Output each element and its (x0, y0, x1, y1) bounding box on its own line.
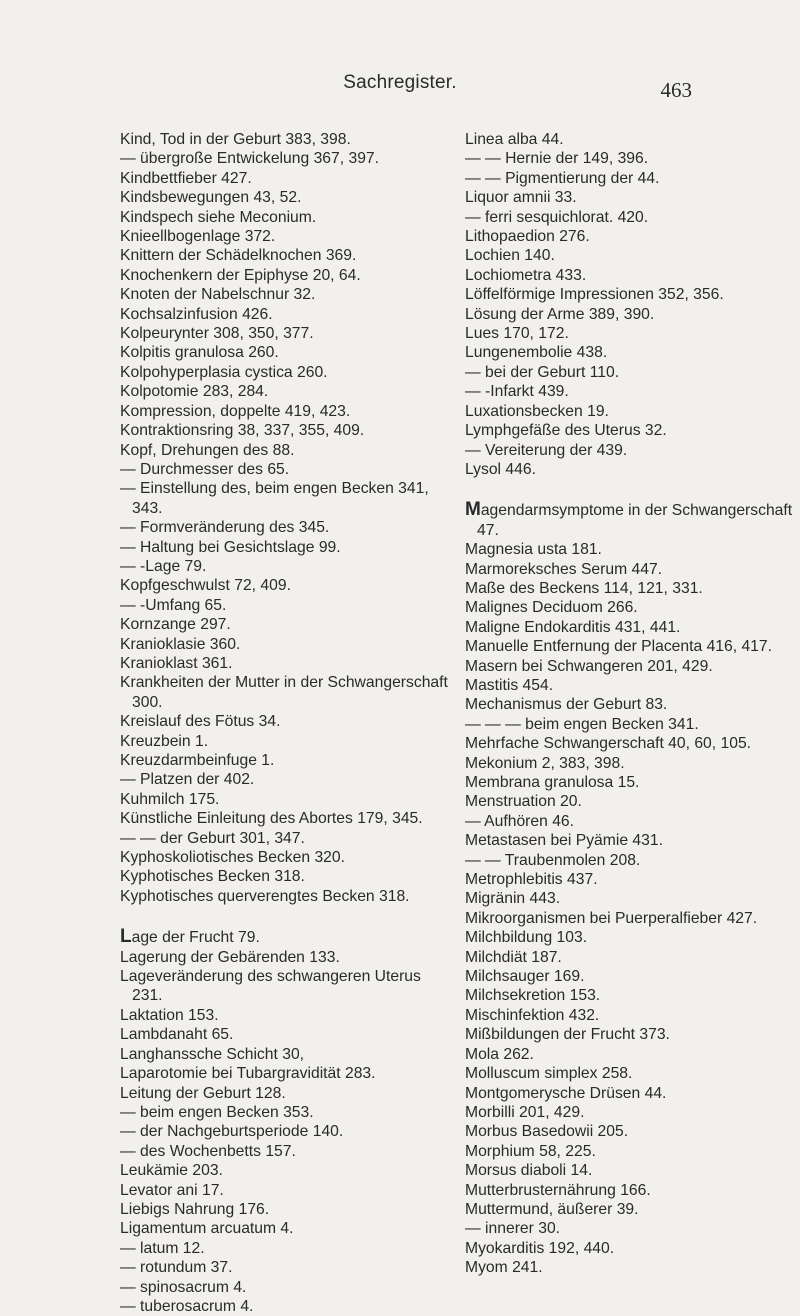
index-entry: Lungenembolie 438. (465, 344, 608, 362)
index-entry: — — Hernie der 149, 396. (465, 150, 649, 168)
index-entry: — übergroße Entwickelung 367, 397. (120, 150, 379, 168)
index-entry: Manuelle Entfernung der Placenta 416, 417. (465, 638, 772, 656)
index-entry: Marmoreksches Serum 447. (465, 560, 663, 578)
index-entry: Krankheiten der Mutter in der Schwangerschaft 300. (120, 674, 448, 711)
index-entry: Masern bei Schwangeren 201, 429. (465, 657, 713, 675)
index-column-right (465, 130, 795, 1278)
index-entry: Montgomerysche Drüsen 44. (465, 1084, 667, 1102)
index-entry: Luxationsbecken 19. (465, 402, 609, 420)
index-entry: Leitung der Geburt 128. (120, 1084, 286, 1102)
index-entry: Morsus diaboli 14. (465, 1162, 593, 1180)
index-entry: Kolpitis granulosa 260. (120, 344, 279, 362)
index-entry: Langhanssche Schicht 30, (120, 1045, 305, 1063)
page-header (0, 72, 800, 102)
index-entry: — bei der Geburt 110. (465, 363, 620, 381)
index-entry: — ferri sesquichlorat. 420. (465, 208, 649, 226)
index-entry: Lithopaedion 276. (465, 228, 590, 246)
index-entry: Lymphgefäße des Uterus 32. (465, 422, 667, 440)
index-entry: Mehrfache Schwangerschaft 40, 60, 105. (465, 735, 752, 753)
index-entry: — spinosacrum 4. (120, 1278, 247, 1296)
index-entry: Kreuzdarmbeinfuge 1. (120, 752, 275, 769)
index-entry: — beim engen Becken 353. (120, 1103, 314, 1121)
index-entry: Liebigs Nahrung 176. (120, 1200, 270, 1218)
index-entry: — — — beim engen Becken 341. (465, 715, 699, 733)
index-entry: Mischinfektion 432. (465, 1006, 600, 1024)
index-entry: Kochsalzinfusion 426. (120, 305, 273, 323)
index-entry: Lagerung der Gebärenden 133. (120, 948, 340, 966)
index-entry: Kyphotisches Becken 318. (120, 868, 305, 886)
index-entry: — — Pigmentierung der 44. (465, 169, 660, 187)
index-entry: — latum 12. (120, 1239, 205, 1257)
index-entry: Knieellbogenlage 372. (120, 228, 276, 246)
index-entry: — Einstellung des, beim engen Becken 341, 343. (120, 480, 429, 517)
running-title: Sachregister. (343, 72, 457, 93)
page-number: 463 (660, 78, 692, 102)
index-entry: Lochiometra 433. (465, 266, 587, 284)
index-entry: — des Wochenbetts 157. (120, 1142, 296, 1160)
index-entry: Laparotomie bei Tubargravidität 283. (120, 1065, 376, 1083)
index-entry: — -Umfang 65. (120, 596, 227, 614)
index-entry: Maligne Endokarditis 431, 441. (465, 618, 681, 636)
index-entry: — Durchmesser des 65. (120, 460, 290, 478)
index-column-left (120, 130, 450, 1316)
index-entry: Morphium 58, 225. (465, 1142, 596, 1160)
index-entry: Mutterbrusternährung 166. (465, 1181, 651, 1199)
index-entry: Knittern der Schädelknochen 369. (120, 247, 357, 265)
index-entry: Liquor amnii 33. (465, 189, 577, 207)
index-entry: Mastitis 454. (465, 676, 554, 694)
index-entry: — rotundum 37. (120, 1259, 233, 1277)
index-entry: Lageveränderung des schwangeren Uterus 231. (120, 968, 421, 1005)
index-entry: — -Infarkt 439. (465, 383, 569, 401)
index-entry: Myokarditis 192, 440. (465, 1239, 615, 1257)
index-entry: Lösung der Arme 389, 390. (465, 305, 655, 323)
index-entry: Milchbildung 103. (465, 929, 588, 947)
index-entry: Kranioklasie 360. (120, 635, 241, 653)
index-entry: Kind, Tod in der Geburt 383, 398. (120, 131, 351, 148)
index-entry: — tuberosacrum 4. (120, 1297, 254, 1315)
index-entry: Kranioklast 361. (120, 654, 233, 672)
index-entry: — Aufhören 46. (465, 812, 575, 830)
index-entry: Membrana granulosa 15. (465, 774, 640, 791)
index-entry: Kompression, doppelte 419, 423. (120, 402, 351, 420)
index-entry: Mißbildungen der Frucht 373. (465, 1026, 670, 1044)
index-entry: — -Lage 79. (120, 557, 207, 575)
index-entry: Muttermund, äußerer 39. (465, 1200, 639, 1218)
index-entry: Kopfgeschwulst 72, 409. (120, 577, 291, 595)
index-entry: Knoten der Nabelschnur 32. (120, 286, 316, 304)
index-entry: — Haltung bei Gesichtslage 99. (120, 538, 341, 556)
index-entry: Lochien 140. (465, 247, 555, 265)
index-entry: Künstliche Einleitung des Abortes 179, 345. (120, 810, 423, 828)
index-entry: Milchsauger 169. (465, 968, 585, 986)
index-entry: — Platzen der 402. (120, 771, 255, 789)
index-entry: Menstruation 20. (465, 793, 582, 811)
index-entry: Kolpohyperplasia cystica 260. (120, 363, 328, 381)
index-entry: Malignes Deciduom 266. (465, 599, 638, 617)
index-entry: Laktation 153. (120, 1006, 219, 1024)
index-entry: Magnesia usta 181. (465, 541, 602, 559)
index-entry: — innerer 30. (465, 1220, 561, 1238)
index-entry: Kopf, Drehungen des 88. (120, 441, 295, 459)
index-entry: Maße des Beckens 114, 121, 331. (465, 579, 703, 597)
index-entry: Molluscum simplex 258. (465, 1065, 633, 1083)
index-entry: Milchdiät 187. (465, 948, 562, 966)
index-entry: Leukämie 203. (120, 1162, 223, 1180)
index-entry: Kindsbewegungen 43, 52. (120, 189, 302, 207)
index-entry: Knochenkern der Epiphyse 20, 64. (120, 266, 361, 284)
index-entry: Lues 170, 172. (465, 325, 569, 343)
index-entry: Kolpotomie 283, 284. (120, 383, 269, 401)
index-entry: Lambdanaht 65. (120, 1026, 234, 1044)
index-entry: Kyphoskoliotisches Becken 320. (120, 849, 345, 867)
index-entry: Morbus Basedowii 205. (465, 1123, 629, 1141)
index-entry: Myom 241. (465, 1259, 543, 1277)
index-entry: — der Nachgeburtsperiode 140. (120, 1123, 344, 1141)
index-entry: Löffelförmige Impressionen 352, 356. (465, 286, 724, 304)
index-entry: — — Traubenmolen 208. (465, 851, 641, 869)
index-entry: Milchsekretion 153. (465, 987, 601, 1005)
index-entry: — Vereiterung der 439. (465, 441, 628, 459)
index-entry: — — der Geburt 301, 347. (120, 829, 305, 847)
index-entry: Mola 262. (465, 1045, 534, 1063)
index-entry: Mechanismus der Geburt 83. (465, 696, 668, 714)
index-entry: Magendarmsymptome in der Schwangerschaft 47. (465, 499, 793, 539)
index-entry: Kornzange 297. (120, 616, 231, 634)
index-entry: Mekonium 2, 383, 398. (465, 754, 625, 772)
index-entry: Mikroorganismen bei Puerperalfieber 427. (465, 909, 758, 927)
index-entry: Lage der Frucht 79. (120, 926, 260, 948)
index-entry: Lysol 446. (465, 460, 536, 478)
index-entry: Ligamentum arcuatum 4. (120, 1220, 294, 1238)
index-entry: Metrophlebitis 437. (465, 871, 598, 889)
index-entry: Migränin 443. (465, 890, 561, 908)
index-entry: — Formveränderung des 345. (120, 519, 330, 537)
index-entry: Kuhmilch 175. (120, 790, 220, 808)
index-entry: Kolpeurynter 308, 350, 377. (120, 325, 314, 343)
index-entry: Linea alba 44. (465, 131, 564, 148)
index-entry: Morbilli 201, 429. (465, 1103, 585, 1121)
index-entry: Kindspech siehe Meconium. (120, 208, 317, 226)
index-entry: Kontraktionsring 38, 337, 355, 409. (120, 422, 365, 440)
index-entry: Kreuzbein 1. (120, 732, 209, 750)
index-entry: Metastasen bei Pyämie 431. (465, 832, 663, 850)
index-entry: Levator ani 17. (120, 1181, 224, 1199)
index-entry: Kreislauf des Fötus 34. (120, 713, 281, 731)
index-entry: Kindbettfieber 427. (120, 169, 252, 187)
index-entry: Kyphotisches querverengtes Becken 318. (120, 887, 410, 905)
